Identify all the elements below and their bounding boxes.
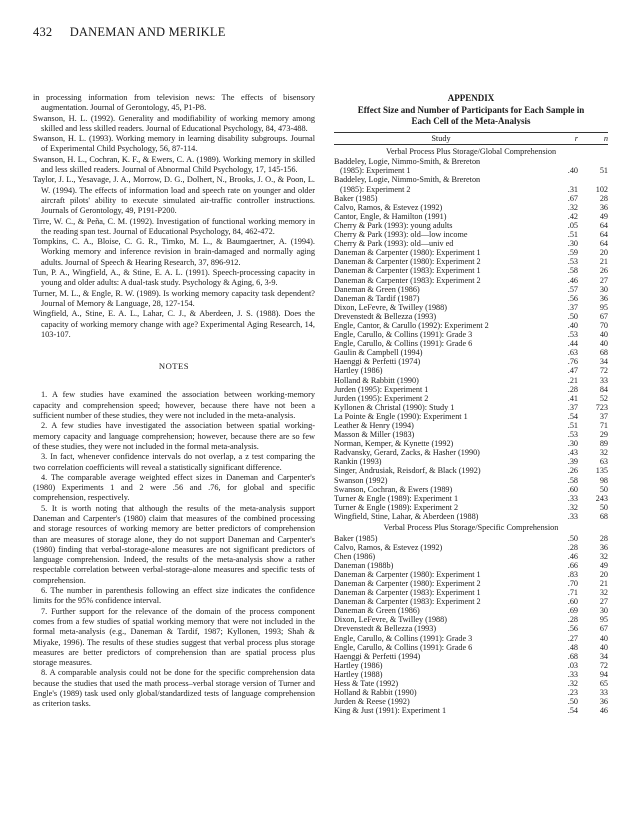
n-cell: 32 (599, 588, 608, 598)
n-cell: 64 (599, 230, 608, 240)
reference-entry: Tun, P. A., Wingfield, A., & Stine, E. A. L. (1991). Speech-processing capacity in young and older adults: A dual-task study. Psychology & Aging, 6, 3-9. (33, 268, 315, 288)
study-cell: Jurden (1995): Experiment 2 (334, 393, 429, 403)
note-paragraph: 4. The comparable average weighted effect sizes in Daneman and Carpenter's (1980) Experiments 1 and 2 were .56 and .76, for global and specific comprehension, respectively. (33, 472, 315, 503)
table-row (334, 457, 608, 466)
study-cell: Kyllonen & Christal (1990): Study 1 (334, 402, 455, 412)
r-cell: .46 (567, 551, 578, 561)
n-cell: 36 (599, 542, 608, 552)
n-cell: 28 (599, 533, 608, 543)
table-row (334, 561, 608, 570)
table-row (334, 448, 608, 457)
r-cell: .23 (567, 688, 578, 698)
r-cell: .30 (567, 439, 578, 449)
study-cell: Hartley (1986) (334, 660, 383, 670)
study-cell: Cantor, Engle, & Hamilton (1991) (334, 211, 447, 221)
n-cell: 40 (599, 330, 608, 340)
r-cell: .53 (567, 257, 578, 267)
table-row (334, 348, 608, 357)
table-row (334, 688, 608, 697)
n-cell: 40 (599, 642, 608, 652)
study-cell: Daneman & Carpenter (1980): Experiment 1 (334, 569, 481, 579)
n-cell: 68 (599, 511, 608, 521)
study-cell: Daneman & Green (1986) (334, 606, 420, 616)
r-cell: .47 (567, 366, 578, 376)
table-row (334, 157, 608, 166)
study-cell: Drevenstedt & Bellezza (1993) (334, 311, 437, 321)
running-title: DANEMAN AND MERIKLE (69, 25, 226, 39)
reference-entry: Swanson, H. L., Cochran, K. F., & Ewers, C. A. (1989). Working memory in skilled and less skilled readers. Journal of Abnormal Child Psychology, 17, 145-156. (33, 154, 315, 175)
n-cell (580, 157, 608, 166)
n-cell: 49 (599, 560, 608, 570)
reference-list (33, 93, 315, 340)
r-cell: .28 (567, 384, 578, 394)
r-cell: .70 (567, 579, 578, 588)
table-body (334, 144, 608, 715)
study-cell: Leather & Henry (1994) (334, 421, 414, 430)
n-cell: 95 (599, 615, 608, 625)
study-cell: Engle, Carullo, & Collins (1991): Grade 3 (334, 633, 473, 643)
n-cell: 67 (599, 624, 608, 634)
r-cell: .44 (567, 339, 578, 349)
study-cell: Wingfield, Stine, Lahar, & Aberdeen (1988) (334, 511, 479, 521)
n-cell: 28 (599, 193, 608, 203)
section-heading: Verbal Process Plus Storage/Global Comprehension (385, 146, 557, 156)
n-cell: 32 (599, 448, 608, 458)
note-paragraph: 7. Further support for the relevance of the domain of the process component comes from a few studies of spatial working memory that were not included in the formal meta-analysis (e.g., Daneman & Tardif, 1987; Kyllonen, 1993; Shah & Miyake, 1996). The results of these studies suggest that verbal process plus storage measures are better predictors of comprehension than are spatial process plus storage measures. (33, 606, 315, 668)
r-cell: .57 (567, 284, 578, 294)
study-cell: Baker (1985) (334, 193, 378, 203)
study-cell: Daneman (1988b) (334, 560, 394, 570)
r-cell: .05 (567, 220, 578, 230)
notes-heading: NOTES (158, 361, 190, 372)
r-cell: .39 (567, 457, 578, 467)
study-cell: Masson & Miller (1983) (334, 430, 415, 440)
n-cell: 63 (599, 457, 608, 467)
column-header-n: n (580, 132, 608, 144)
section-heading-row (334, 521, 608, 534)
section-heading-row (334, 144, 608, 157)
table-row (334, 257, 608, 266)
table-row (334, 357, 608, 366)
n-cell: 98 (599, 475, 608, 485)
n-cell: 64 (599, 220, 608, 230)
study-cell: Dixon, LeFevre, & Twilley (1988) (334, 615, 447, 625)
study-cell: Haenggi & Perfetti (1994) (334, 651, 421, 661)
r-cell: .30 (567, 239, 578, 249)
table-row (334, 512, 608, 521)
n-cell: 30 (599, 284, 608, 294)
reference-entry: Tompkins, C. A., Bloise, C. G. R., Timko, M. L., & Baumgaertner, A. (1994). Working memory and inference revision in brain-damaged and normally aging adults. Journal of Speech & Hearing Research, 37, 896-912. (33, 237, 315, 267)
study-cell: (1985): Experiment 2 (340, 184, 411, 194)
table-row (334, 185, 608, 194)
r-cell: .43 (567, 448, 578, 458)
study-cell: Swanson, Cochran, & Ewers (1989) (334, 484, 453, 494)
n-cell: 64 (599, 239, 608, 249)
r-cell: .32 (567, 502, 578, 512)
study-cell: Drevenstedt & Bellezza (1993) (334, 624, 437, 634)
table-row (334, 588, 608, 597)
r-cell: .56 (567, 624, 578, 634)
table-row (334, 385, 608, 394)
table-row (334, 494, 608, 503)
r-cell: .48 (567, 642, 578, 652)
table-row (334, 276, 608, 285)
table-row (334, 166, 608, 175)
study-cell: King & Just (1991): Experiment 1 (334, 706, 447, 716)
table-row (334, 643, 608, 652)
n-cell: 51 (599, 166, 608, 176)
table-row (334, 552, 608, 561)
n-cell: 36 (599, 293, 608, 303)
study-cell: Daneman & Carpenter (1983): Experiment 1 (334, 266, 481, 276)
table-row (334, 194, 608, 203)
n-cell: 21 (599, 579, 608, 588)
table-row (334, 412, 608, 421)
table-row (334, 634, 608, 643)
table-row (334, 266, 608, 275)
n-cell: 67 (599, 311, 608, 321)
n-cell: 72 (599, 366, 608, 376)
reference-entry: Taylor, J. L., Yesavage, J. A., Morrow, D. G., Dolhert, N., Brooks, J. O., & Poon, L. W. (1994). The effects of information load and speech rate on younger and older aircraft pilots' ability to execute simulated air-traffic controller instructions. Journals of Gerontology, 49, P191-P200. (33, 175, 315, 216)
running-header (33, 25, 226, 40)
n-cell: 46 (599, 706, 608, 716)
r-cell: .54 (567, 411, 578, 421)
n-cell: 94 (599, 669, 608, 679)
table-row (334, 466, 608, 475)
n-cell: 34 (599, 651, 608, 661)
r-cell: .58 (567, 266, 578, 276)
r-cell: .68 (567, 651, 578, 661)
study-cell: Daneman & Carpenter (1983): Experiment 1 (334, 588, 481, 598)
table-row (334, 697, 608, 706)
study-cell: Holland & Rabbit (1990) (334, 688, 417, 698)
table-row (334, 430, 608, 439)
n-cell: 65 (599, 679, 608, 689)
note-paragraph: 2. A few studies have investigated the association between spatial working-memory capacity and language comprehension; however, because there are so few of these studies, they were not included in the formal meta-analysis. (33, 421, 315, 451)
reference-entry: Swanson, H. L. (1992). Generality and modifiability of working memory among skilled and less skilled readers. Journal of Educational Psychology, 84, 473-488. (33, 113, 315, 133)
r-cell: .83 (567, 569, 578, 579)
left-column (33, 93, 315, 710)
study-cell: Engle, Carullo, & Collins (1991): Grade 6 (334, 339, 473, 349)
study-cell: La Pointe & Engle (1990): Experiment 1 (334, 411, 468, 421)
table-row (334, 248, 608, 257)
study-cell: Daneman & Carpenter (1980): Experiment 2 (334, 579, 481, 588)
table-row (334, 366, 608, 375)
r-cell: .40 (567, 166, 578, 176)
n-cell: 70 (599, 320, 608, 330)
n-cell: 27 (599, 275, 608, 285)
r-cell: .51 (567, 230, 578, 240)
r-cell: .53 (567, 330, 578, 340)
n-cell: 20 (599, 569, 608, 579)
table-row (334, 221, 608, 230)
r-cell (548, 157, 580, 166)
r-cell: .03 (567, 660, 578, 670)
n-cell: 135 (595, 466, 608, 476)
r-cell: .69 (567, 606, 578, 616)
r-cell: .71 (567, 588, 578, 598)
table-row (334, 543, 608, 552)
n-cell: 26 (599, 266, 608, 276)
study-cell: Cherry & Park (1993): old—low income (334, 230, 468, 240)
n-cell: 68 (599, 348, 608, 358)
table-row (334, 339, 608, 348)
study-cell: Hartley (1986) (334, 366, 383, 376)
n-cell: 27 (599, 597, 608, 607)
r-cell: .42 (567, 211, 578, 221)
n-cell: 37 (599, 411, 608, 421)
study-cell: Engle, Carullo, & Collins (1991): Grade 6 (334, 642, 473, 652)
r-cell: .32 (567, 202, 578, 212)
study-cell: Daneman & Carpenter (1980): Experiment 2 (334, 257, 481, 267)
reference-entry: Wingfield, A., Stine, E. A. L., Lahar, C. J., & Aberdeen, J. S. (1988). Does the capacity of working memory change with age? Experimental Aging Research, 14, 103-107. (33, 309, 315, 339)
n-cell: 33 (599, 688, 608, 698)
r-cell: .50 (567, 533, 578, 543)
n-cell: 34 (599, 357, 608, 367)
n-cell: 50 (599, 484, 608, 494)
note-paragraph: 8. A comparable analysis could not be done for the specific comprehension data because the studies that used the math process–verbal storage version of Turner and Engle's (1989) task used only global/standardized tests of language comprehension as criterion tasks. (33, 668, 315, 709)
study-cell: Calvo, Ramos, & Estevez (1992) (334, 202, 443, 212)
table-row (334, 294, 608, 303)
table-row (334, 421, 608, 430)
table-row (334, 212, 608, 221)
table-row (334, 376, 608, 385)
appendix-table (334, 132, 608, 716)
study-cell: Cherry & Park (1993): old—univ ed (334, 239, 454, 249)
appendix-title: Effect Size and Number of Participants for Each Sample in Each Cell of the Meta-Analysis (357, 104, 585, 127)
study-cell: Turner & Engle (1989): Experiment 1 (334, 493, 459, 503)
study-cell: Baddeley, Logie, Nimmo-Smith, & Brereton (334, 157, 481, 167)
table-row (334, 624, 608, 633)
study-cell: Engle, Carullo, & Collins (1991): Grade 3 (334, 330, 473, 340)
column-header-study: Study (334, 132, 548, 144)
r-cell: .28 (567, 615, 578, 625)
study-cell: Rankin (1993) (334, 457, 382, 467)
r-cell: .54 (567, 706, 578, 716)
r-cell: .33 (567, 511, 578, 521)
study-cell: Daneman & Carpenter (1983): Experiment 2 (334, 275, 481, 285)
study-cell: Norman, Kemper, & Kynette (1992) (334, 439, 454, 449)
n-cell: 50 (599, 502, 608, 512)
n-cell (580, 175, 608, 184)
table-row (334, 534, 608, 543)
table-row (334, 239, 608, 248)
n-cell: 32 (599, 551, 608, 561)
n-cell: 72 (599, 660, 608, 670)
n-cell: 29 (599, 430, 608, 440)
r-cell: .67 (567, 193, 578, 203)
n-cell: 52 (599, 393, 608, 403)
table-row (334, 606, 608, 615)
table-row (334, 579, 608, 588)
note-paragraph: 3. In fact, whenever confidence intervals do not overlap, a z test comparing the two correlation coefficients will reveal a statistically significant difference. (33, 452, 315, 472)
table-row (334, 175, 608, 184)
study-cell: Baddeley, Logie, Nimmo-Smith, & Brereton (334, 175, 481, 185)
table-row (334, 312, 608, 321)
r-cell: .37 (567, 402, 578, 412)
r-cell: .51 (567, 421, 578, 430)
r-cell: .37 (567, 302, 578, 312)
note-paragraph: 1. A few studies have examined the association between working-memory capacity and comprehension speed; however, because there have not been a sufficient number of these studies, they were not included in the meta-analysis. (33, 390, 315, 421)
r-cell: .41 (567, 393, 578, 403)
table-row (334, 439, 608, 448)
table-row (334, 485, 608, 494)
study-cell: Calvo, Ramos, & Estevez (1992) (334, 542, 443, 552)
n-cell: 89 (599, 439, 608, 449)
section-heading: Verbal Process Plus Storage/Specific Comprehension (383, 523, 559, 533)
r-cell (548, 175, 580, 184)
study-cell: Jurden (1995): Experiment 1 (334, 384, 429, 394)
notes-list (33, 390, 315, 709)
table-row (334, 615, 608, 624)
n-cell: 95 (599, 302, 608, 312)
n-cell: 102 (595, 184, 608, 194)
study-cell: Hess & Tate (1992) (334, 679, 399, 689)
r-cell: .50 (567, 311, 578, 321)
study-cell: Dixon, LeFevre, & Twilley (1988) (334, 302, 447, 312)
study-cell: Cherry & Park (1993): young adults (334, 220, 453, 230)
r-cell: .27 (567, 633, 578, 643)
study-cell: Daneman & Carpenter (1980): Experiment 1 (334, 248, 481, 258)
r-cell: .31 (567, 184, 578, 194)
n-cell: 71 (599, 421, 608, 430)
reference-entry: in processing information from television news: The effects of bisensory augmentation. Journal of Gerontology, 45, P1-P8. (33, 93, 315, 113)
table-row (334, 230, 608, 239)
study-cell: Baker (1985) (334, 533, 378, 543)
r-cell: .66 (567, 560, 578, 570)
study-cell: Singer, Andrusiak, Reisdorf, & Black (1992) (334, 466, 481, 476)
column-header-r: r (548, 132, 580, 144)
table-row (334, 303, 608, 312)
r-cell: .58 (567, 475, 578, 485)
reference-entry: Tirre, W. C., & Peña, C. M. (1992). Investigation of functional working memory in the reading span test. Journal of Educational Psychology, 84, 462-472. (33, 216, 315, 236)
n-cell: 84 (599, 384, 608, 394)
table-row (334, 570, 608, 579)
reference-entry: Swanson, H. L. (1993). Working memory in learning disability subgroups. Journal of Experimental Child Psychology, 56, 87-114. (33, 134, 315, 154)
note-paragraph: 6. The number in parenthesis following an effect size indicates the confidence limits for the 95% confidence interval. (33, 586, 315, 606)
study-cell: Turner & Engle (1989): Experiment 2 (334, 502, 459, 512)
n-cell: 40 (599, 633, 608, 643)
right-column (334, 93, 608, 715)
r-cell: .60 (567, 484, 578, 494)
r-cell: .46 (567, 275, 578, 285)
note-paragraph: 5. It is worth noting that although the results of the meta-analysis support Daneman and Carpenter's (1980) claim that measures of the combined processing and storage resources of working memory are better predictors of comprehension than are measures of storage alone, they do not support Daneman and Carpenter's (1980) finding that verbal-storage-alone measures are not significant predictors of language comprehension. Indeed, the results of the meta-analysis show a rather respectable correlation between verbal-storage-alone measures and specific tests of comprehension. (33, 503, 315, 585)
n-cell: 40 (599, 339, 608, 349)
r-cell: .40 (567, 320, 578, 330)
table-row (334, 394, 608, 403)
table-row (334, 321, 608, 330)
study-cell: Daneman & Carpenter (1983): Experiment 2 (334, 597, 481, 607)
table-row (334, 679, 608, 688)
table-row (334, 330, 608, 339)
table-row (334, 476, 608, 485)
study-cell: Holland & Rabbitt (1990) (334, 375, 419, 385)
study-cell: Daneman & Tardif (1987) (334, 293, 420, 303)
n-cell: 20 (599, 248, 608, 258)
appendix-label: APPENDIX (447, 93, 495, 103)
n-cell: 36 (599, 697, 608, 707)
r-cell: .63 (567, 348, 578, 358)
table-row (334, 597, 608, 606)
table-row (334, 670, 608, 679)
n-cell: 49 (599, 211, 608, 221)
study-cell: Hartley (1988) (334, 669, 383, 679)
r-cell: .60 (567, 597, 578, 607)
r-cell: .26 (567, 466, 578, 476)
n-cell: 723 (595, 402, 608, 412)
n-cell: 36 (599, 202, 608, 212)
r-cell: .21 (567, 375, 578, 385)
study-cell: Daneman & Green (1986) (334, 284, 420, 294)
study-cell: Radvansky, Gerard, Zacks, & Hasher (1990) (334, 448, 480, 458)
study-cell: Chen (1986) (334, 551, 376, 561)
r-cell: .28 (567, 542, 578, 552)
table-row (334, 203, 608, 212)
r-cell: .56 (567, 293, 578, 303)
r-cell: .33 (567, 669, 578, 679)
study-cell: (1985): Experiment 1 (340, 166, 411, 176)
r-cell: .59 (567, 248, 578, 258)
table-row (334, 706, 608, 715)
reference-entry: Turner, M. L., & Engle, R. W. (1989). Is working memory capacity task dependent? Journal of Memory & Language, 28, 127-154. (33, 288, 315, 308)
r-cell: .50 (567, 697, 578, 707)
n-cell: 33 (599, 375, 608, 385)
table-row (334, 503, 608, 512)
study-cell: Gaulin & Campbell (1994) (334, 348, 423, 358)
r-cell: .53 (567, 430, 578, 440)
r-cell: .32 (567, 679, 578, 689)
table-row (334, 661, 608, 670)
r-cell: .33 (567, 493, 578, 503)
n-cell: 243 (595, 493, 608, 503)
page-number: 432 (33, 25, 53, 39)
n-cell: 21 (599, 257, 608, 267)
study-cell: Engle, Cantor, & Carullo (1992): Experiment 2 (334, 320, 489, 330)
table-row (334, 285, 608, 294)
study-cell: Haenggi & Perfetti (1974) (334, 357, 421, 367)
r-cell: .76 (567, 357, 578, 367)
table-row (334, 403, 608, 412)
study-cell: Swanson (1992) (334, 475, 388, 485)
study-cell: Jurden & Reese (1992) (334, 697, 410, 707)
table-row (334, 652, 608, 661)
n-cell: 30 (599, 606, 608, 616)
table-header-row (334, 132, 608, 144)
